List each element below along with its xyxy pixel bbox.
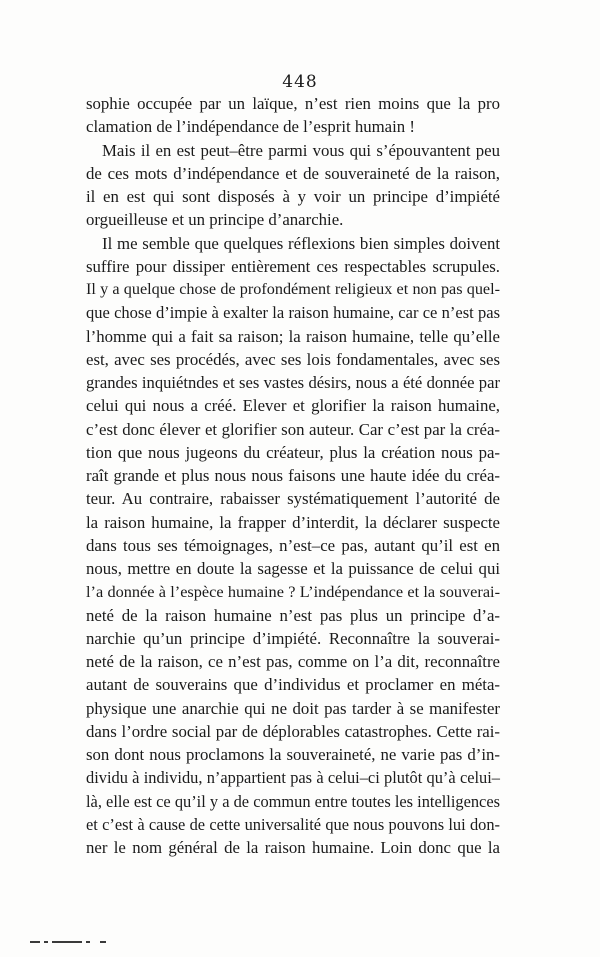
- page-number: 448: [282, 72, 318, 92]
- text-line: dividu à individu, n’appartient pas à celui–ci plutôt qu’à celui–: [86, 768, 500, 788]
- text-line: narchie qu’un principe d’impiété. Reconnaître la souverai-: [86, 628, 500, 648]
- text-line: teur. Au contraire, rabaisser systématiquement l’autorité de: [86, 489, 500, 509]
- text-line: de ces mots d’indépendance et de souveraineté de la raison,: [86, 163, 500, 183]
- text-line: Il me semble que quelques réflexions bien simples doivent: [102, 233, 500, 253]
- text-line: Mais il en est peut–être parmi vous qui s’épouvantent peu: [102, 140, 500, 160]
- text-line: celui qui nous a créé. Elever et glorifier la raison humaine,: [86, 396, 500, 416]
- text-line: ner le nom général de la raison humaine. Loin donc que la: [86, 838, 500, 857]
- text-line: suffire pour dissiper entièrement ces respectables scrupules.: [86, 256, 500, 276]
- text-line: est, avec ses procédés, avec ses lois fondamentales, avec ses: [86, 349, 500, 369]
- footer-mark: [100, 941, 106, 943]
- text-line: il en est qui sont disposés à y voir un principe d’impiété: [86, 187, 500, 206]
- text-line: là, elle est ce qu’il y a de commun entre toutes les intelligences: [86, 791, 500, 811]
- footer-mark: [86, 941, 90, 943]
- text-line: tion que nous jugeons du créateur, plus la création nous pa-: [86, 442, 500, 462]
- text-line: sophie occupée par un laïque, n’est rien moins que la pro: [86, 94, 500, 113]
- text-line: nous, mettre en doute la sagesse et la puissance de celui qui: [86, 559, 500, 578]
- text-line: orgueilleuse et un principe d’anarchie.: [86, 210, 344, 230]
- text-line: dans l’ordre social par de déplorables catastrophes. Cette rai-: [86, 721, 500, 741]
- text-line: clamation de l’indépendance de l’esprit humain !: [86, 117, 415, 137]
- text-line: physique une anarchie qui ne doit pas tarder à se manifester: [86, 698, 500, 718]
- footer-mark: [30, 941, 40, 943]
- text-line: Il y a quelque chose de profondément religieux et non pas quel-: [86, 280, 500, 298]
- text-line: c’est donc élever et glorifier son auteur. Car c’est par la créa-: [86, 419, 500, 439]
- text-line: grandes inquiétndes et ses vastes désirs, nous a été donnée par: [86, 373, 500, 392]
- text-line: autant de souverains que d’individus et proclamer en méta-: [86, 675, 500, 695]
- text-line: neté de la raison humaine n’est pas plus un principe d’a-: [86, 605, 500, 625]
- footer-mark: [44, 941, 48, 943]
- text-line: l’homme qui a fait sa raison; la raison humaine, telle qu’elle: [86, 326, 500, 346]
- text-line: neté de la raison, ce n’est pas, comme on l’a dit, reconnaître: [86, 652, 500, 671]
- text-line: dans tous ses témoignages, n’est–ce pas, autant qu’il est en: [86, 535, 500, 555]
- text-line: que chose d’impie à exalter la raison humaine, car ce n’est pas: [86, 303, 500, 323]
- text-line: l’a donnée à l’espèce humaine ? L’indépendance et la souverai-: [86, 582, 500, 602]
- body-text: [86, 92, 500, 859]
- text-line: son dont nous proclamons la souveraineté, ne varie pas d’in-: [86, 745, 500, 764]
- text-line: la raison humaine, la frapper d’interdit, la déclarer suspecte: [86, 512, 500, 532]
- text-line: et c’est à cause de cette universalité que nous pouvons lui don-: [86, 814, 500, 834]
- text-line: raît grande et plus nous nous faisons une haute idée du créa-: [86, 466, 500, 485]
- footer-mark: [52, 941, 82, 943]
